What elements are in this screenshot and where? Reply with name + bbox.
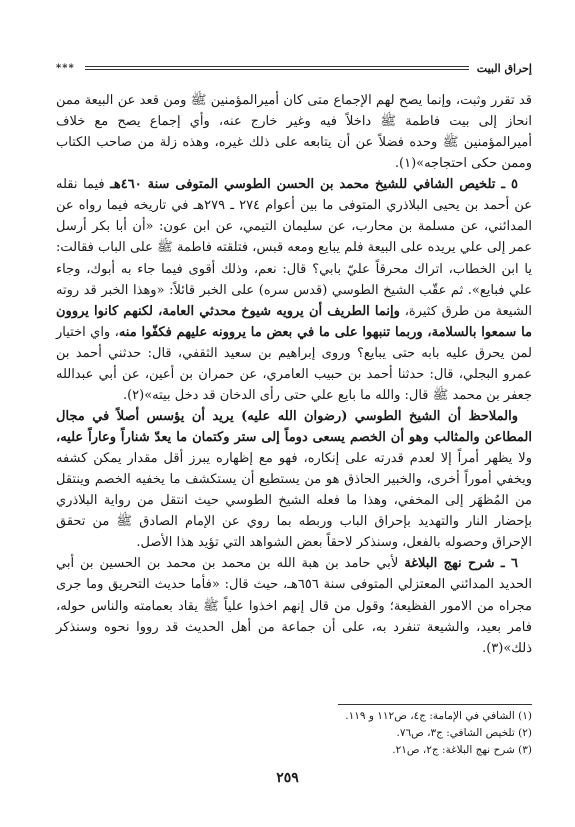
header-rule bbox=[85, 66, 469, 70]
body-text bbox=[56, 90, 532, 659]
header-stars: *** bbox=[56, 62, 75, 74]
paragraph-2-text-b: ، واي اختيار لمن يحرق عليه بابه حتى يبايع؟ وروى إبراهيم بن سعيد الثقفي، قال: حدثني أحمد بن عمرو البجلي، قال: حدثنا أحمد بن حبيب العامري، عن حمران بن أعين، عن أبي عبدالله جعفر بن محمد ﷺ قال: والله ما بايع علي حتى رأى الدخان قد دخل بيته»(٢). bbox=[56, 324, 532, 403]
paragraph-3-highlight: والملاحظ أن الشيخ الطوسي (رضوان الله عليه) يريد أن يؤسس أصلاً في مجال المطاعن والمثالب وهو أن الخصم يسعى دوماً إلى ستر وكتمان ما يعدّ شناراً وعاراً عليه، bbox=[56, 408, 532, 445]
header-title: إحراق البيت bbox=[476, 61, 532, 75]
paragraph-3-text: ولا يظهر أمراً إلا لعدم قدرته على إنكاره، فهو مع إظهاره يبرز أقل مقدار يمكن كشفه ويخفي أموراً أخرى، والخبير الحاذق هو من يستطيع أن يستكشف ما يخفيه الخصم وينتقل من المُظهَر إلى المخفي، وهذا ما فعله الشيخ الطوسي حيث انتقل من رواية البلاذري بإحضار النار والتهديد بإحراق الباب وربطه بما روي عن الإمام الصادق ﷺ من تحقق الإحراق وحصوله بالفعل، وسنذكر لاحقاً بعض الشواهد التي تؤيد هذا الأصل. bbox=[56, 451, 532, 551]
paragraph-1-text: قد تقرر وثبت، وإنما يصح لهم الإجماع متى كان أميرالمؤمنين ﷺ ومن قعد عن البيعة ممن انحاز إلى بيت فاطمة ﷺ داخلاً فيه وغير خارج عنه، وأي إجماع يصح مع خلاف أميرالمؤمنين ﷺ وحده فضلاً عن أن يتابعه على ذلك غيره، وهذه زلة من صاحب الكتاب وممن حكى احتجاجه»(١). bbox=[56, 93, 532, 172]
footnote-3: (٣) شرح نهج البلاغة: ج٢، ص٢١. bbox=[392, 744, 532, 756]
running-header bbox=[56, 60, 532, 76]
footnote-2: (٢) تلخيص الشافي: ج٣، ص٧٦. bbox=[396, 727, 532, 739]
book-title-sharh-nahj-al-balagha: ٦ ـ شرح نهج البلاغة bbox=[404, 556, 518, 572]
page-number: ٢٥٩ bbox=[276, 770, 299, 786]
paragraph-4-text: لأبي حامد بن هبة الله بن محمد بن محمد بن الحسين بن أبي الحديد المدائني المعتزلي المتوفى سنة ٦٥٦هـ، حيث قال: «فأما حديث التحريق وما جرى مجراه من الامور الفظيعة؛ وقول من قال إنهم اخذوا علياً ﷺ يقاد بعمامته والناس حوله، فامر بعيد، والشيعة تنفرد به، على أن جماعة من أهل الحديث قد رووا نحوه وسنذكر ذلك»(٣). bbox=[56, 556, 532, 656]
footnote-separator bbox=[338, 704, 532, 705]
paragraph-2-highlight: وإنما الطريف أن يرويه شيوخ محدثي العامة، لكنهم كانوا يروون ما سمعوا بالسلامة، وربما تنبهوا على ما في بعض ما يروونه عليهم فكفّوا منه bbox=[56, 303, 532, 340]
footnotes bbox=[56, 708, 532, 759]
paragraph-1 bbox=[56, 90, 532, 174]
paragraph-3 bbox=[56, 406, 532, 553]
footnote-1: (١) الشافي في الإمامة: ج٤، ص١١٢ و ١١٩. bbox=[345, 710, 532, 722]
paragraph-2 bbox=[56, 174, 532, 406]
book-title-talkhis-al-shafi: ٥ ـ تلخيص الشافي للشيخ محمد بن الحسن الطوسي المتوفى سنة ٤٦٠هـ bbox=[110, 177, 518, 193]
paragraph-2-text-a: فيما نقله عن أحمد بن يحيى البلاذري المتوفى ما بين أعوام ٢٧٤ ـ ٢٧٩هـ في تاريخه فيما رواه عن المدائني، عن مسلمة بن محارب، عن سليمان التيمي، عن ابن عون: «أن أبا بكر أرسل عمر إلى علي يريده على البيعة فلم يبايع ومعه قبس، فتلقته فاطمة ﷺ على الباب فقالت: يا ابن الخطاب، اتراك محرقاً عليّ بابي؟ قال: نعم، وذلك أقوى فيما جاء به أبوك، وجاء علي فبايع». ثم عقّب الشيخ الطوسي (قدس سره) على الخبر قائلاً: «وهذا الخبر قد روته الشيعة من طرق كثيرة، bbox=[56, 177, 533, 319]
paragraph-4 bbox=[56, 553, 532, 658]
